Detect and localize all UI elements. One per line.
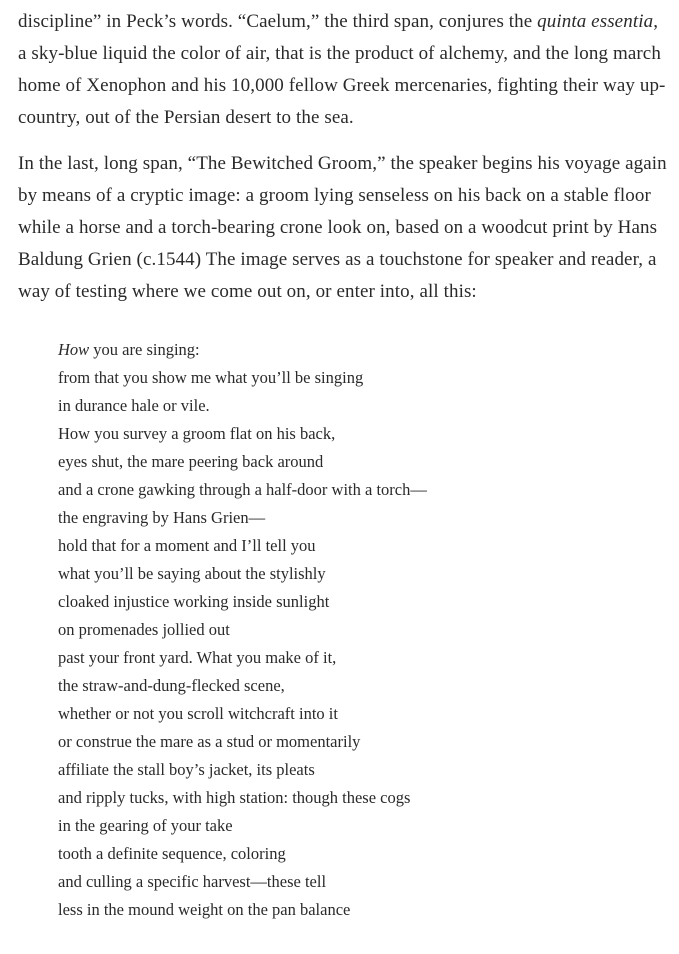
paragraph-italic-text: quinta essentia (537, 11, 654, 32)
poem-line (58, 532, 668, 560)
poem-text: and ripply tucks, with high station: though these cogs (58, 788, 411, 807)
poem-text: eyes shut, the mare peering back around (58, 452, 324, 471)
poem-line (58, 588, 668, 616)
poem-line (58, 616, 668, 644)
poem-text: cloaked injustice working inside sunlight (58, 592, 330, 611)
poem-line (58, 504, 668, 532)
poem-line (58, 392, 668, 420)
poem-line (58, 868, 668, 896)
poem-text: less in the mound weight on the pan balance (58, 900, 351, 919)
poem-line (58, 644, 668, 672)
poem-text: the straw-and-dung-flecked scene, (58, 676, 285, 695)
poem-text: tooth a definite sequence, coloring (58, 844, 286, 863)
poem-italic-text: How (58, 340, 90, 359)
poem-text: affiliate the stall boy’s jacket, its pleats (58, 760, 315, 779)
paragraph-text: , a sky-blue liquid the color of air, that is the product of alchemy, and the long march home of Xenophon and his 10,000 fellow Greek mercenaries, fighting their way up-country, out of the Persian desert to the sea. (18, 11, 666, 128)
poem-text: from that you show me what you’ll be singing (58, 368, 364, 387)
poem-text: and a crone gawking through a half-door with a torch— (58, 480, 427, 499)
poem-line (58, 420, 668, 448)
poem-line (58, 784, 668, 812)
poem-text: you are singing: (89, 340, 200, 359)
poem-text: whether or not you scroll witchcraft into it (58, 704, 338, 723)
poem-line (58, 728, 668, 756)
paragraph-text: In the last, long span, “The Bewitched Groom,” the speaker begins his voyage again by means of a cryptic image: a groom lying senseless on his back on a stable floor while a horse and a torch-bearing crone look on, based on a woodcut print by Hans Baldung Grien (c.1544) The image serves as a touchstone for speaker and reader, a way of testing where we come out on, or enter into, all this: (18, 153, 667, 302)
poem-line (58, 364, 668, 392)
paragraph-bewitched-groom (18, 148, 668, 308)
poem-text: the engraving by Hans Grien— (58, 508, 266, 527)
poem-line (58, 448, 668, 476)
poem-line (58, 476, 668, 504)
poem-text: How you survey a groom flat on his back, (58, 424, 336, 443)
poem-text: and culling a specific harvest—these tell (58, 872, 327, 891)
poem-text: past your front yard. What you make of it, (58, 648, 337, 667)
poem-text: what you’ll be saying about the stylishly (58, 564, 326, 583)
article-body (18, 6, 668, 924)
poem-line (58, 896, 668, 924)
poem-line (58, 756, 668, 784)
poem-text: in durance hale or vile. (58, 396, 210, 415)
poem-text: hold that for a moment and I’ll tell you (58, 536, 316, 555)
poem-line (58, 812, 668, 840)
poem-text: in the gearing of your take (58, 816, 233, 835)
poem-line (58, 840, 668, 868)
paragraph-text: discipline” in Peck’s words. “Caelum,” the third span, conjures the (18, 11, 538, 32)
poem-text: on promenades jollied out (58, 620, 230, 639)
paragraph-caelum (18, 6, 668, 134)
poem-text: or construe the mare as a stud or momentarily (58, 732, 361, 751)
poem-line (58, 700, 668, 728)
poem-line (58, 560, 668, 588)
poem-excerpt (58, 336, 668, 924)
poem-line (58, 672, 668, 700)
poem-line (58, 336, 668, 364)
